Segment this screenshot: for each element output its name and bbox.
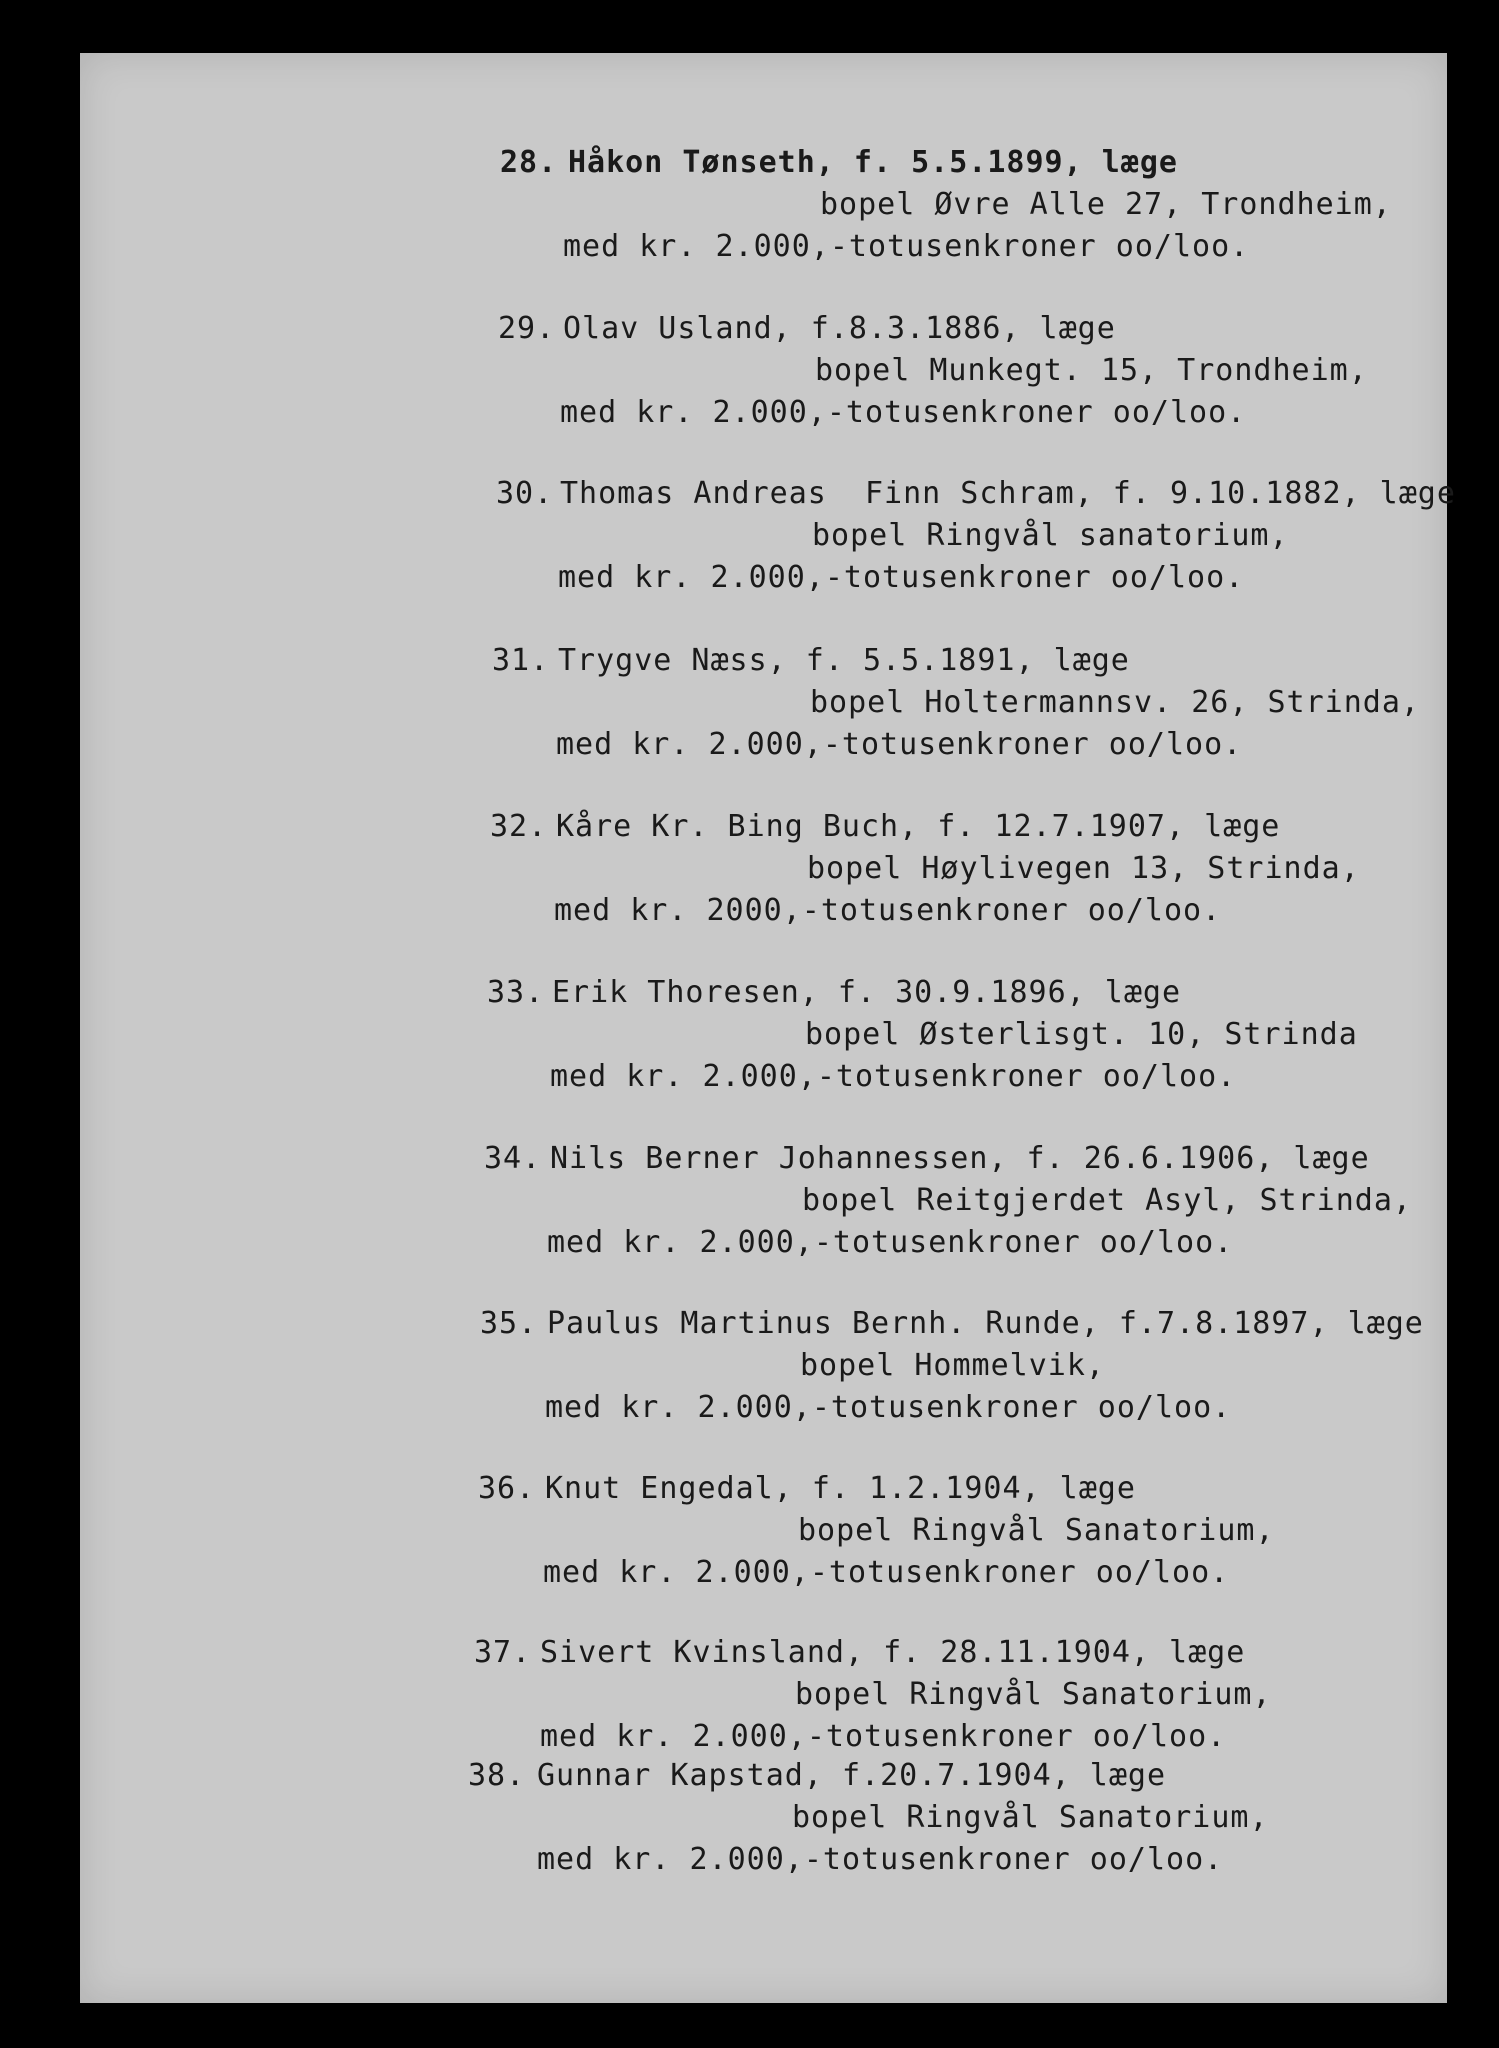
entry-address-line: bopel Ringvål Sanatorium,: [795, 1677, 1272, 1712]
entry-amount-line: med kr. 2.000,-totusenkroner oo/loo.: [540, 1719, 1227, 1754]
entry-amount-line: med kr. 2.000,-totusenkroner oo/loo.: [560, 395, 1247, 430]
entry-name-line: Paulus Martinus Bernh. Runde, f.7.8.1897, læge: [547, 1306, 1424, 1341]
entry-address-line: bopel Hommelvik,: [800, 1348, 1105, 1383]
entry-address-line: bopel Munkegt. 15, Trondheim,: [815, 353, 1368, 388]
entry-address-line: bopel Ringvål Sanatorium,: [798, 1513, 1275, 1548]
entry-name-line: Håkon Tønseth, f. 5.5.1899, læge: [568, 145, 1178, 180]
entry-number: 29.: [498, 311, 556, 346]
entry-name-line: Olav Usland, f.8.3.1886, læge: [563, 311, 1116, 346]
entry-name-line: Trygve Næss, f. 5.5.1891, læge: [558, 643, 1130, 678]
entry-name-line: Kåre Kr. Bing Buch, f. 12.7.1907, læge: [556, 809, 1281, 844]
entry-amount-line: med kr. 2.000,-totusenkroner oo/loo.: [543, 1555, 1230, 1590]
entry-amount-line: med kr. 2.000,-totusenkroner oo/loo.: [545, 1390, 1232, 1425]
entry-address-line: bopel Reitgjerdet Asyl, Strinda,: [802, 1183, 1412, 1218]
entry-address-line: bopel Holtermannsv. 26, Strinda,: [810, 685, 1420, 720]
entry-number: 33.: [487, 975, 545, 1010]
entry-name-line: Gunnar Kapstad, f.20.7.1904, læge: [537, 1758, 1167, 1793]
entry-name-line: Thomas Andreas Finn Schram, f. 9.10.1882, læge: [560, 476, 1456, 511]
entry-number: 37.: [474, 1635, 532, 1670]
entry-address-line: bopel Ringvål Sanatorium,: [792, 1800, 1269, 1835]
entry-number: 31.: [492, 643, 550, 678]
entry-address-line: bopel Ringvål sanatorium,: [812, 518, 1289, 553]
entry-amount-line: med kr. 2.000,-totusenkroner oo/loo.: [556, 727, 1243, 762]
entry-amount-line: med kr. 2.000,-totusenkroner oo/loo.: [547, 1225, 1234, 1260]
entry-name-line: Knut Engedal, f. 1.2.1904, læge: [545, 1471, 1136, 1506]
document-page: [80, 53, 1456, 2003]
entry-address-line: bopel Øvre Alle 27, Trondheim,: [820, 187, 1392, 222]
entry-amount-line: med kr. 2000,-totusenkroner oo/loo.: [554, 893, 1222, 928]
entry-name-line: Sivert Kvinsland, f. 28.11.1904, læge: [540, 1635, 1246, 1670]
entry-number: 36.: [478, 1471, 536, 1506]
entry-name-line: Nils Berner Johannessen, f. 26.6.1906, læge: [550, 1141, 1370, 1176]
entry-number: 35.: [480, 1306, 538, 1341]
entry-name-line: Erik Thoresen, f. 30.9.1896, læge: [552, 975, 1182, 1010]
entry-number: 34.: [484, 1141, 542, 1176]
entry-number: 28.: [500, 145, 558, 180]
entry-address-line: bopel Høylivegen 13, Strinda,: [807, 851, 1360, 886]
entry-amount-line: med kr. 2.000,-totusenkroner oo/loo.: [550, 1059, 1237, 1094]
entry-38: [80, 1758, 1447, 1968]
entry-number: 30.: [496, 476, 554, 511]
entry-amount-line: med kr. 2.000,-totusenkroner oo/loo.: [558, 560, 1245, 595]
entry-number: 32.: [490, 809, 548, 844]
entry-amount-line: med kr. 2.000,-totusenkroner oo/loo.: [563, 229, 1250, 264]
entry-address-line: bopel Østerlisgt. 10, Strinda: [805, 1017, 1358, 1052]
entry-amount-line: med kr. 2.000,-totusenkroner oo/loo.: [537, 1842, 1224, 1877]
entry-number: 38.: [468, 1758, 526, 1793]
